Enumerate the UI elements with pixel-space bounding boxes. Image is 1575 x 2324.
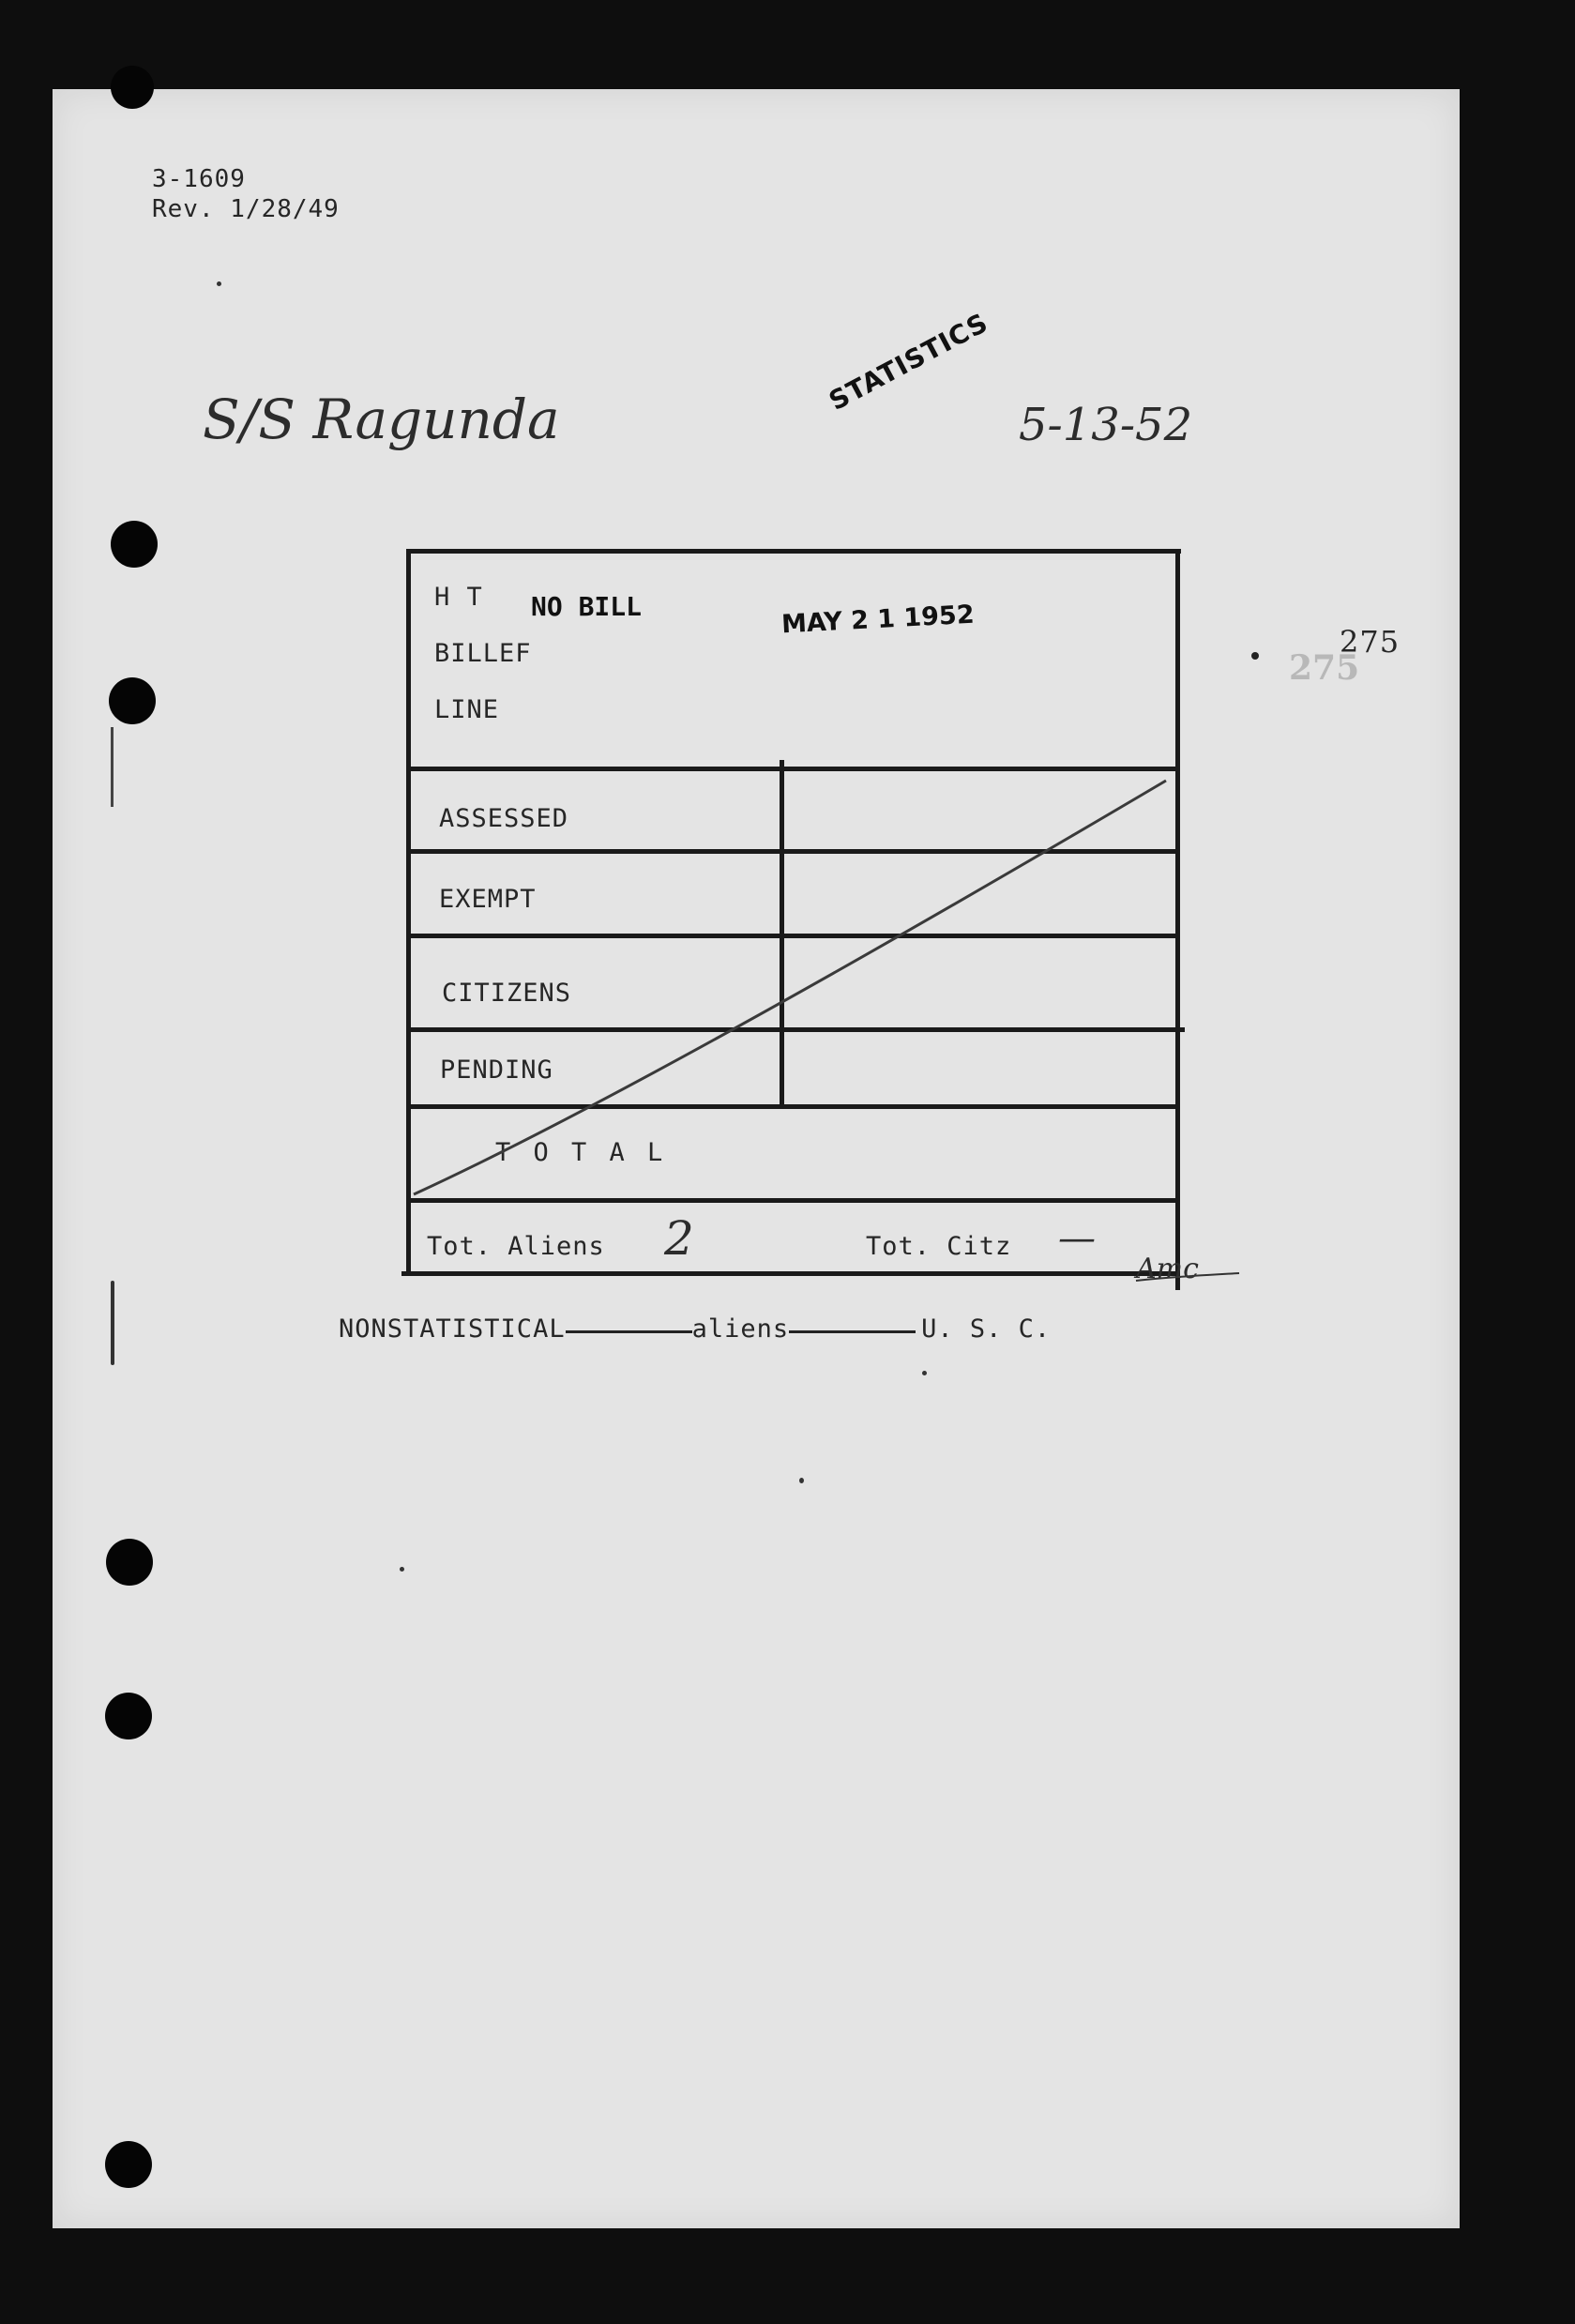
row-label-assessed: ASSESSED	[439, 804, 569, 833]
document-page	[53, 89, 1460, 2228]
punch-hole	[111, 66, 154, 109]
header-label-ht: H T	[434, 583, 483, 612]
initials-underline	[1131, 1271, 1244, 1290]
ship-name: S/S Ragunda	[203, 387, 560, 451]
tot-aliens-label: Tot. Aliens	[427, 1232, 605, 1261]
total-label: T O T A L	[495, 1138, 667, 1167]
header-label-line: LINE	[434, 695, 500, 724]
tot-aliens-value: 2	[664, 1211, 694, 1266]
cancel-diagonal-line	[406, 549, 1185, 1290]
punch-hole	[105, 2141, 152, 2188]
ink-speck	[799, 1478, 804, 1483]
margin-number-faint: 275	[1289, 648, 1360, 688]
form-number: 3-1609	[152, 165, 246, 193]
punch-hole	[109, 677, 156, 724]
blank-underline	[789, 1330, 916, 1333]
punch-hole	[105, 1693, 152, 1739]
tot-citz-value: —	[1058, 1217, 1096, 1260]
punch-hole	[111, 521, 158, 568]
header-label-billef: BILLEF	[434, 639, 532, 668]
usc-label: U. S. C.	[921, 1314, 1052, 1344]
statistics-stamp: STATISTICS	[824, 307, 993, 418]
ink-speck	[217, 281, 221, 286]
row-label-citizens: CITIZENS	[442, 979, 572, 1008]
form-number-block	[152, 164, 340, 224]
tot-citz-label: Tot. Citz	[866, 1232, 1012, 1261]
handwritten-date: 5-13-52	[1019, 399, 1193, 451]
punch-hole	[106, 1539, 153, 1586]
nonstatistical-line	[339, 1314, 1051, 1344]
ink-speck	[400, 1567, 404, 1572]
form-revision: Rev. 1/28/49	[152, 195, 340, 223]
ink-dot	[1251, 652, 1259, 660]
ink-speck	[922, 1371, 927, 1375]
pencil-mark	[111, 1281, 114, 1365]
blank-underline	[566, 1330, 692, 1333]
initials: Amc	[1136, 1253, 1199, 1285]
aliens-label: aliens	[691, 1314, 790, 1344]
margin-number: 275	[1340, 624, 1401, 660]
row-label-pending: PENDING	[440, 1056, 553, 1085]
received-date-stamp: MAY 2 1 1952	[780, 600, 976, 640]
row-label-exempt: EXEMPT	[439, 885, 537, 914]
pencil-mark	[111, 727, 114, 807]
statistics-table	[406, 549, 1183, 1281]
nonstatistical-label: NONSTATISTICAL	[339, 1314, 566, 1344]
no-bill-stamp: NO BILL	[531, 591, 643, 622]
